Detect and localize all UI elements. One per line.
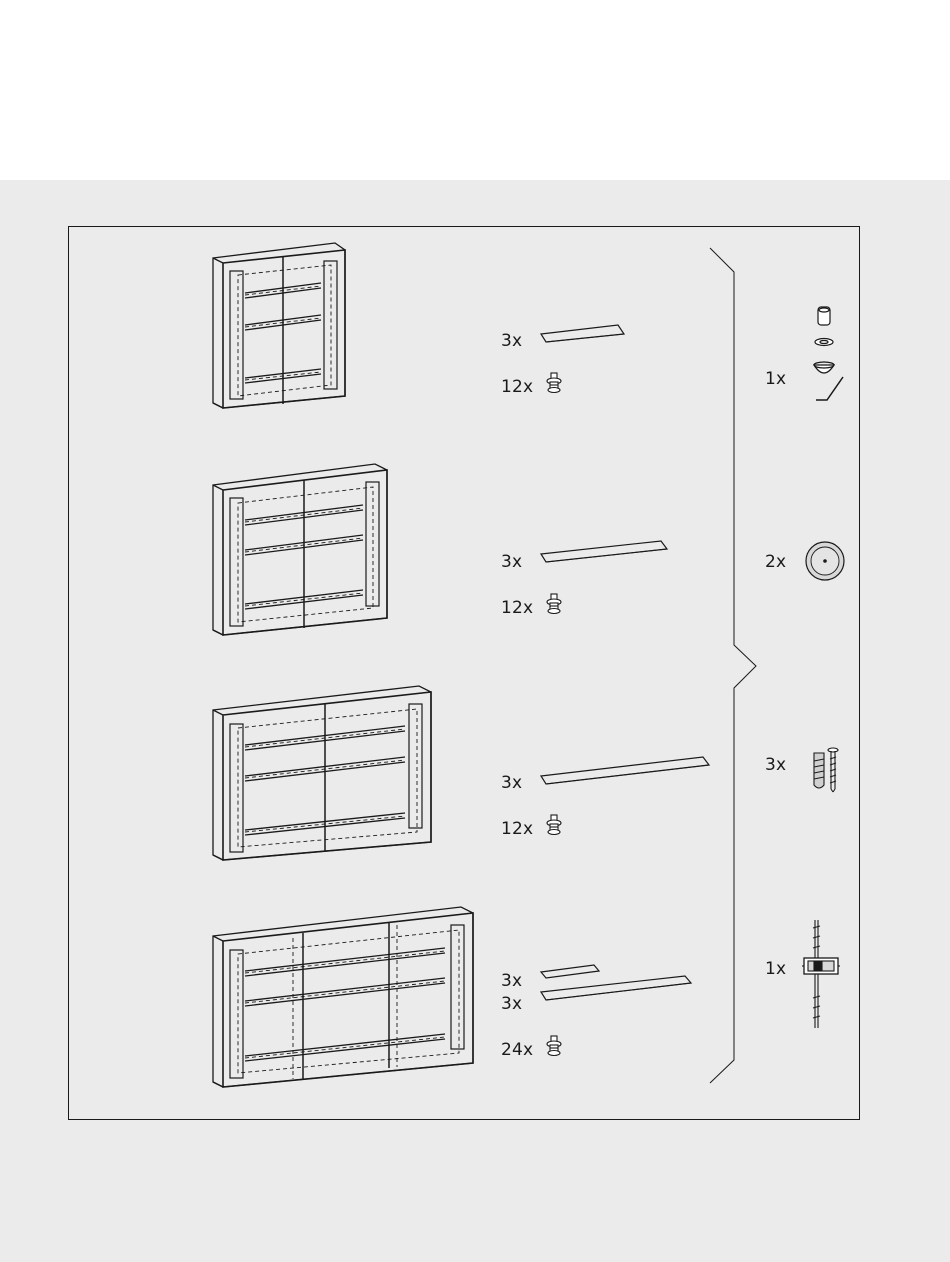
cabinet-3-shelf-qty: 3x: [501, 773, 523, 793]
anchor-screw-icon: [810, 745, 842, 793]
glass-shelf-icon: [540, 538, 670, 566]
glass-shelf-icon: [540, 322, 626, 346]
hanging-bracket-icon: [800, 918, 842, 1032]
glass-shelf-icon: [540, 754, 712, 788]
cabinet-3-peg-qty: 12x: [501, 819, 534, 839]
cabinet-4-drawing: [205, 903, 480, 1091]
hardware-4-qty: 1x: [765, 959, 787, 979]
cabinet-2-shelf-qty: 3x: [501, 552, 523, 572]
common-parts-brace: [700, 240, 770, 1090]
hardware-3-qty: 3x: [765, 755, 787, 775]
cabinet-4-small-shelf-qty: 3x: [501, 971, 523, 991]
hardware-1-qty: 1x: [765, 369, 787, 389]
cabinet-1-peg-qty: 12x: [501, 377, 534, 397]
round-cover-icon: [804, 540, 846, 582]
cabinet-1-drawing: [205, 238, 355, 414]
shelf-support-peg-icon: [545, 814, 563, 836]
glass-shelf-icon: [540, 973, 695, 1005]
cabinet-3-drawing: [205, 682, 440, 864]
hardware-2-qty: 2x: [765, 552, 787, 572]
shelf-support-peg-icon: [545, 1035, 563, 1057]
cap-washer-hook-set-icon: [810, 305, 850, 405]
cabinet-4-large-shelf-qty: 3x: [501, 994, 523, 1014]
cabinet-4-peg-qty: 24x: [501, 1040, 534, 1060]
shelf-support-peg-icon: [545, 593, 563, 615]
shelf-support-peg-icon: [545, 372, 563, 394]
cabinet-2-drawing: [205, 460, 395, 638]
cabinet-1-shelf-qty: 3x: [501, 331, 523, 351]
cabinet-2-peg-qty: 12x: [501, 598, 534, 618]
